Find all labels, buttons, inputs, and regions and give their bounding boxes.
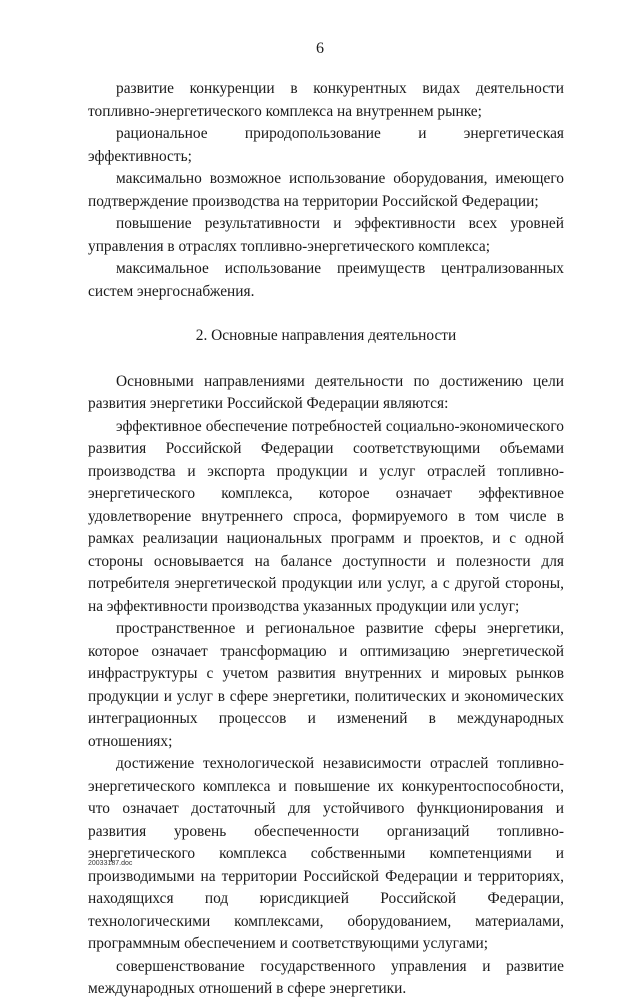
- paragraph: Основными направлениями деятельности по достижению цели развития энергетики Российской Федерации являются:: [88, 372, 564, 412]
- page-number: 6: [316, 40, 324, 57]
- paragraph: пространственное и региональное развитие сферы энергетики, которое означает трансформацию и оптимизацию энергетической инфраструктуры с учетом развития внутренних и мировых рынков продукции и услуг в сфере энергетики, политических и экономических интеграционных процессов и изменений в международных отношениях;: [88, 620, 564, 750]
- document-body: [88, 78, 564, 1001]
- paragraph: развитие конкуренции в конкурентных видах деятельности топливно-энергетического комплекса на внутреннем рынке;: [88, 80, 564, 120]
- paragraph: совершенствование государственного управления и развитие международных отношений в сфере энергетики.: [88, 957, 564, 997]
- paragraph: достижение технологической независимости отраслей топливно-энергетического комплекса и повышение их конкурентоспособности, что означает достаточный для устойчивого функционирования и развития уровень обеспеченности организаций топливно-энергетического комплекса собственными компетенциями и производимыми на территории Российской Федерации и территориях, находящихся под юрисдикцией Российской Федерации, технологическими комплексами, оборудованием, материалами, программным обеспечением и соответствующими услугами;: [88, 755, 564, 952]
- paragraph: максимальное использование преимуществ централизованных систем энергоснабжения.: [88, 260, 564, 300]
- paragraph: повышение результативности и эффективности всех уровней управления в отраслях топливно-энергетического комплекса;: [88, 215, 564, 255]
- paragraph: эффективное обеспечение потребностей социально-экономического развития Российской Федерации соответствующими объемами производства и экспорта продукции и услуг отраслей топливно-энергетического комплекса, которое означает эффективное удовлетворение внутреннего спроса, формируемого в том числе в рамках реализации национальных программ и проектов, и с одной стороны основывается на балансе доступности и полезности для потребителя энергетической продукции или услуг, а с другой стороны, на эффективности производства указанных продукции или услуг;: [88, 417, 564, 615]
- paragraph: максимально возможное использование оборудования, имеющего подтверждение производства на территории Российской Федерации;: [88, 170, 564, 210]
- section-heading: 2. Основные направления деятельности: [195, 327, 457, 344]
- paragraph: рациональное природопользование и энергетическая эффективность;: [88, 125, 564, 165]
- file-name-footer: 20033187.doc: [88, 860, 133, 867]
